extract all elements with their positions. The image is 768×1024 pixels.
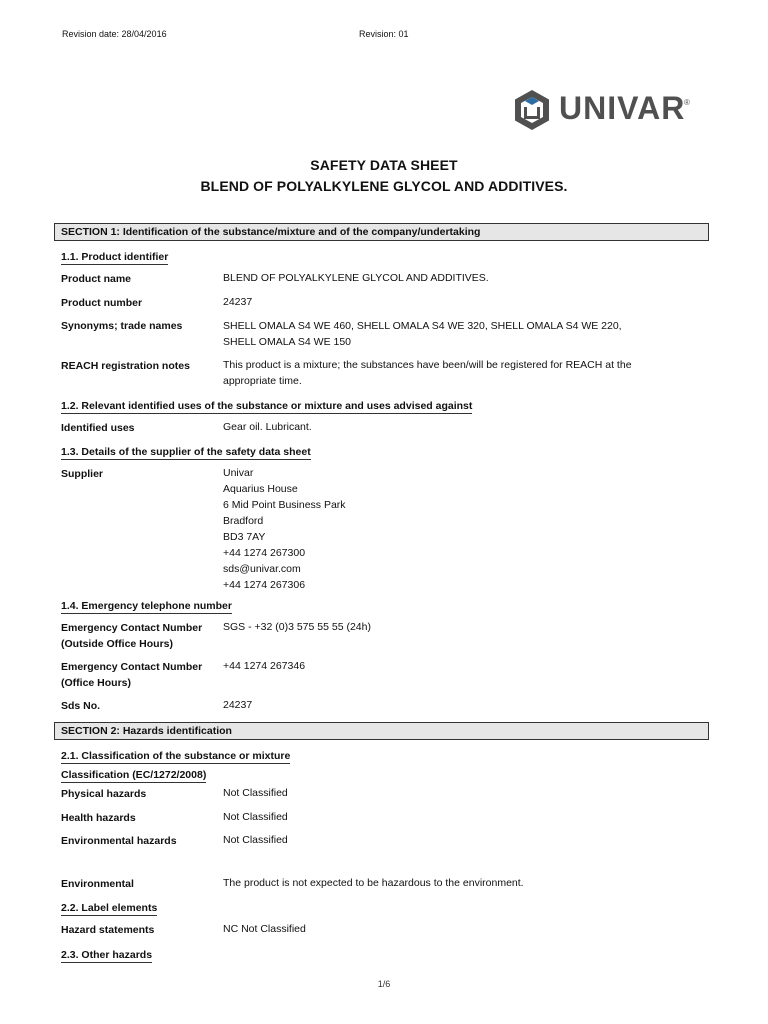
section-2-heading: SECTION 2: Hazards identification (54, 722, 709, 740)
sds-number-value: 24237 (223, 699, 253, 711)
emergency-outside-label (61, 620, 202, 652)
product-number-label: Product number (61, 297, 143, 309)
label-line: Emergency Contact Number (61, 661, 203, 673)
environmental-hazards-value: Not Classified (223, 834, 288, 846)
subsection-2-3: 2.3. Other hazards (61, 949, 153, 961)
environmental-label: Environmental (61, 878, 134, 890)
emergency-outside-value: SGS - +32 (0)3 575 55 55 (24h) (223, 621, 371, 633)
registered-mark: ® (684, 98, 690, 107)
synonyms-value (223, 318, 693, 350)
subsection-1-2: 1.2. Relevant identified uses of the substance or mixture and uses advised against (61, 400, 473, 412)
product-name-label: Product name (61, 273, 132, 285)
identified-uses-value: Gear oil. Lubricant. (223, 421, 312, 433)
reach-line: This product is a mixture; the substances have been/will be registered for REACH at the (223, 359, 632, 371)
label-line: Emergency Contact Number (61, 622, 203, 634)
supplier-line: 6 Mid Point Business Park (223, 499, 346, 511)
supplier-label: Supplier (61, 468, 104, 480)
synonyms-line: SHELL OMALA S4 WE 150 (223, 336, 352, 348)
subsection-1-1: 1.1. Product identifier (61, 251, 169, 263)
label-line: (Office Hours) (61, 677, 132, 689)
environmental-hazards-label: Environmental hazards (61, 835, 177, 847)
subsection-2-1: 2.1. Classification of the substance or mixture (61, 750, 291, 762)
supplier-line: BD3 7AY (223, 531, 266, 543)
product-number-value: 24237 (223, 296, 253, 308)
revision-date: Revision date: 28/04/2016 (62, 29, 167, 39)
subsection-1-4: 1.4. Emergency telephone number (61, 600, 232, 612)
reach-value (223, 357, 693, 389)
supplier-line: Bradford (223, 515, 264, 527)
section-1-heading: SECTION 1: Identification of the substance/mixture and of the company/undertaking (54, 223, 709, 241)
supplier-phone: +44 1274 267300 (223, 547, 306, 559)
physical-hazards-label: Physical hazards (61, 788, 147, 800)
environmental-value: The product is not expected to be hazardous to the environment. (223, 877, 524, 889)
synonyms-label: Synonyms; trade names (61, 320, 183, 332)
supplier-phone: +44 1274 267306 (223, 579, 306, 591)
synonyms-line: SHELL OMALA S4 WE 460, SHELL OMALA S4 WE 320, SHELL OMALA S4 WE 220, (223, 320, 622, 332)
supplier-address (223, 465, 693, 593)
reach-line: appropriate time. (223, 375, 302, 387)
classification-heading: Classification (EC/1272/2008) (61, 769, 207, 781)
health-hazards-value: Not Classified (223, 811, 288, 823)
univar-logo (512, 88, 692, 132)
subsection-2-2: 2.2. Label elements (61, 902, 158, 914)
sds-number-label: Sds No. (61, 700, 101, 712)
label-line: (Outside Office Hours) (61, 638, 174, 650)
univar-hexagon-icon (512, 88, 552, 132)
revision-number: Revision: 01 (359, 29, 409, 39)
supplier-line: Univar (223, 467, 254, 479)
univar-logo-text: UNIVAR (559, 90, 686, 126)
product-title: BLEND OF POLYALKYLENE GLYCOL AND ADDITIVES. (200, 178, 568, 194)
hazard-statements-value: NC Not Classified (223, 923, 306, 935)
emergency-office-label (61, 659, 202, 691)
reach-label: REACH registration notes (61, 360, 190, 372)
document-title: SAFETY DATA SHEET (310, 157, 458, 173)
subsection-1-3: 1.3. Details of the supplier of the safety data sheet (61, 446, 311, 458)
identified-uses-label: Identified uses (61, 422, 135, 434)
physical-hazards-value: Not Classified (223, 787, 288, 799)
supplier-email: sds@univar.com (223, 563, 301, 575)
health-hazards-label: Health hazards (61, 812, 136, 824)
page-number: 1/6 (377, 979, 391, 989)
product-name-value: BLEND OF POLYALKYLENE GLYCOL AND ADDITIVES. (223, 272, 489, 284)
emergency-office-value: +44 1274 267346 (223, 660, 306, 672)
hazard-statements-label: Hazard statements (61, 924, 155, 936)
supplier-line: Aquarius House (223, 483, 298, 495)
